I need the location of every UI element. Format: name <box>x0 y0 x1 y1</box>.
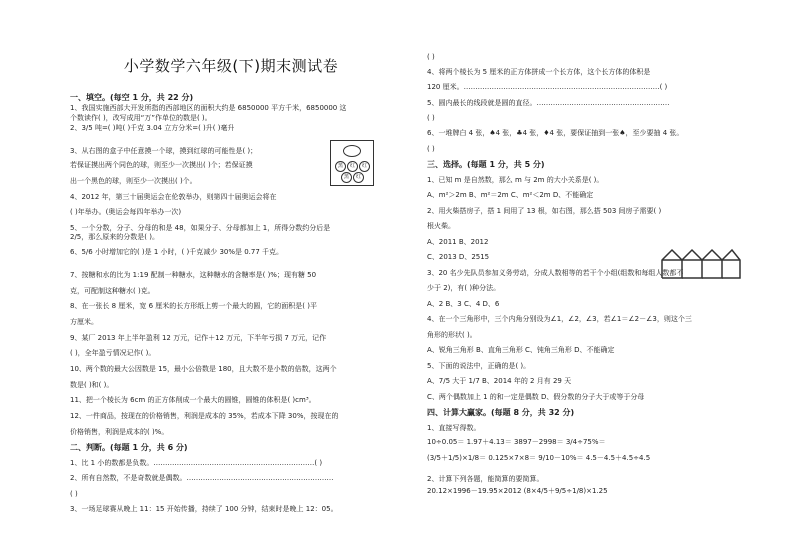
question-line: 1、比 1 小的数都是负数。……………………………………………………………( ) <box>70 459 323 467</box>
section-heading: 四、计算大赢家。(每题 8 分，共 32 分) <box>427 408 575 417</box>
question-line: ( )，全年盈亏情况记作( )。 <box>70 349 156 357</box>
question-line: 2、计算下列各题，能简算的要简算。 <box>427 475 544 483</box>
house-outline <box>682 250 702 278</box>
ball: 红 <box>347 161 358 172</box>
question-line: 价格销售，利润是成本的( )%。 <box>70 428 169 436</box>
question-line: 4、在一个三角形中，三个内角分别设为∠1，∠2，∠3，若∠1＝∠2－∠3，则这个三 <box>427 315 692 323</box>
question-line: 20.12×1996－19.95×2012 (8×4/5＋9/5÷1/8)×1.25 <box>427 487 608 495</box>
question-line: 2、所有自然数，不是奇数就是偶数。……………………………………………………… <box>70 474 334 482</box>
section-heading: 三、选择。(每题 1 分，共 5 分) <box>427 160 545 169</box>
question-line: 2、用火柴搭房子，搭 1 间用了 13 根，如右图，那么搭 503 间房子需要( ) <box>427 207 662 215</box>
question-line: ( ) <box>427 53 435 61</box>
question-line: 3、从右图的盒子中任意摸一个球，摸到红球的可能性是( )； <box>70 147 258 155</box>
question-line: 根火柴。 <box>427 222 455 230</box>
ball: 黑 <box>335 161 346 172</box>
question-line: ( ) <box>427 145 435 153</box>
question-line: A、2 B、3 C、4 D、6 <box>427 300 500 308</box>
question-line: 5、下面的说法中，正确的是( )。 <box>427 362 531 370</box>
question-line: C、2013 D、2515 <box>427 253 490 261</box>
ball: 黑 <box>341 172 352 183</box>
house-outline <box>722 250 740 278</box>
matchstick-houses-figure <box>660 248 742 280</box>
question-line: A、2011 B、2012 <box>427 238 489 246</box>
question-line: 9、某厂 2013 年上半年盈利 12 万元，记作＋12 万元，下半年亏损 7 万元，记作 <box>70 334 327 342</box>
question-line: 角形的形状( )。 <box>427 331 477 339</box>
question-line: 10、两个数的最大公因数是 15，最小公倍数是 180，且大数不是小数的倍数，这两个 <box>70 365 337 373</box>
house-outline <box>662 250 682 278</box>
ball-box-figure <box>330 140 374 186</box>
question-line: 6、5/6 小时增加它的( )是 1 小时，( )千克减少 30%是 0.77 千克。 <box>70 248 284 256</box>
question-line: 少于 2)，有( )种分法。 <box>427 284 501 292</box>
question-line: 3、一场足球赛从晚上 11：15 开始传播，持续了 100 分钟，结束时是晚上 12：05。 <box>70 505 338 513</box>
page-title: 小学数学六年级(下)期末测试卷 <box>123 57 339 75</box>
question-line: 方厘米。 <box>70 318 98 326</box>
question-line: A、7/5 大于 1/7 B、2014 年的 2 月有 29 天 <box>427 377 572 385</box>
question-line: 12、一件商品，按现在的价格销售，利润是成本的 35%，若成本下降 30%，按现在的 <box>70 412 339 420</box>
question-line: 3、20 名少先队员参加义务劳动，分成人数相等的若干个小组(组数和每组人数都不 <box>427 269 684 277</box>
question-line: C、两个偶数加上 1 的和一定是偶数 D、假分数的分子大于或等于分母 <box>427 393 645 401</box>
question-line: 2、3/5 吨=( )吨( )千克 3.04 立方分米=( )升( )毫升 <box>70 124 235 132</box>
question-line: 4、2012 年，第三十届奥运会在伦敦举办，则第四十届奥运会将在 <box>70 193 277 201</box>
ball: 红 <box>353 172 364 183</box>
question-line: 6、一堆牌白 4 张，♠4 张，♣4 张，♦4 张，要保证抽到一张♠，至少要抽 4 张。 <box>427 129 684 137</box>
section-heading: 一、填空。(每空 1 分，共 22 分) <box>70 93 194 102</box>
ball: 红 <box>359 161 370 172</box>
question-line: A、锐角三角形 B、直角三角形 C、钝角三角形 D、不能确定 <box>427 346 615 354</box>
section-heading: 二、判断。(每题 1 分，共 6 分) <box>70 443 188 452</box>
question-line: 10÷0.05＝ 1.97＋4.13＝ 3897－2998＝ 3/4÷75%＝ <box>427 438 606 446</box>
box-opening <box>343 145 361 157</box>
question-line: ( ) <box>70 490 78 498</box>
question-line: 出一个黑色的球，则至少一次摸出( )个。 <box>70 177 197 185</box>
question-line: 120 厘米。…………………………………………………………………………( ) <box>427 83 668 91</box>
question-line: 5、一个分数，分子、分母的和是 48，如果分子、分母都加上 1，所得分数约分后是 <box>70 224 331 232</box>
question-line: 7、按糖和水的比为 1:19 配制一种糖水，这种糖水的含糖率是( )%；现有糖 50 <box>70 271 317 279</box>
question-line: 5、圆内最长的线段就是圆的直径。………………………………………………… <box>427 99 670 107</box>
question-line: 数是( )和( )。 <box>70 381 114 389</box>
question-line: ( ) <box>427 114 435 122</box>
question-line: 克，可配制这种糖水( )克。 <box>70 287 155 295</box>
question-line: (3/5＋1/5)×1/8＝ 0.125×7×8＝ 9/10－10%＝ 4.5－4.5＋4.5÷4.5 <box>427 454 651 462</box>
question-line: ( )年举办。(奥运会每四年举办一次) <box>70 208 182 216</box>
question-line: 8、在一张长 8 厘米，宽 6 厘米的长方形纸上剪一个最大的圆，它的面积是( )平 <box>70 302 317 310</box>
question-line: 若保证摸出两个同色的球，则至少一次摸出( )个；若保证摸 <box>70 161 253 169</box>
question-line: 1、直接写得数。 <box>427 424 481 432</box>
question-line: 4、将两个棱长为 5 厘米的正方体拼成一个长方体，这个长方体的体积是 <box>427 68 651 76</box>
question-line: 11、把一个棱长为 6cm 的正方体削成一个最大的圆锥，圆锥的体积是( )cm³。 <box>70 396 316 404</box>
question-line: 2/5，那么原来的分数是( )。 <box>70 233 159 241</box>
question-line: A、m²＞2m B、m²＝2m C、m²＜2m D、不能确定 <box>427 191 594 199</box>
question-line: 个数读作( )，改写成用“万”作单位的数是( )。 <box>70 114 212 122</box>
house-outline <box>702 250 722 278</box>
question-line: 1、已知 m 是自然数，那么 m 与 2m 的大小关系是( )。 <box>427 176 604 184</box>
question-line: 1、我国实施西部大开发所指的西部地区的面积大约是 6850000 平方千米，6850000 这 <box>70 104 347 112</box>
